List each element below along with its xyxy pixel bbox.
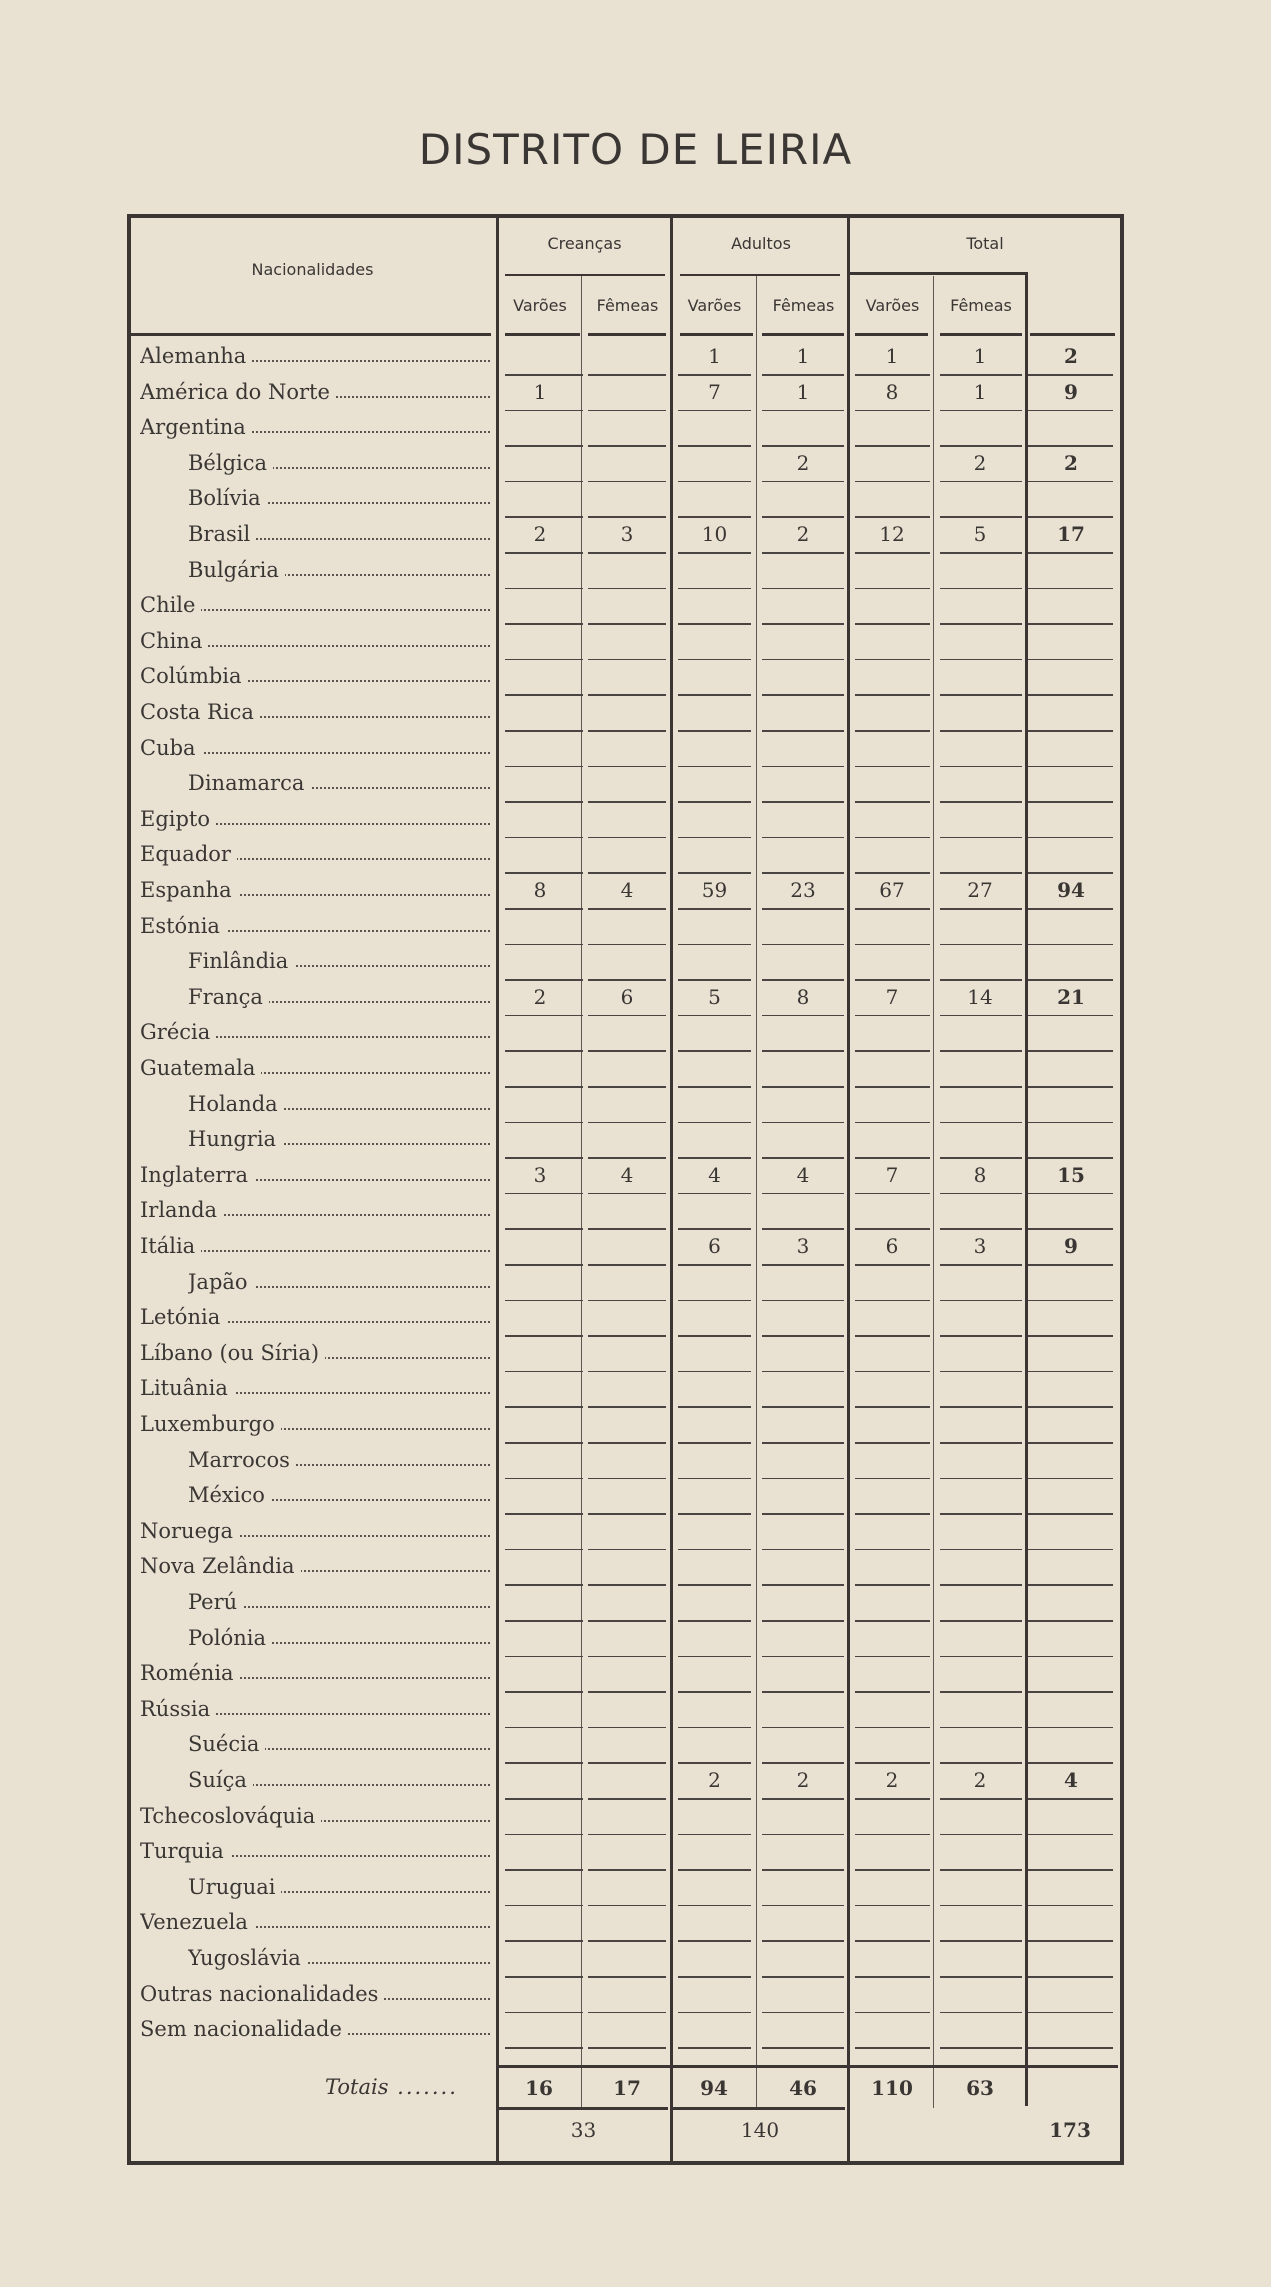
nationality-name bbox=[140, 1056, 490, 1080]
header-bottom-rule-tm bbox=[855, 333, 928, 336]
nationality-name bbox=[140, 344, 490, 368]
nationality-name bbox=[140, 664, 490, 688]
table-row bbox=[0, 1693, 1271, 1729]
table-row bbox=[0, 625, 1271, 661]
table-row bbox=[0, 945, 1271, 981]
cell-am: 7 bbox=[708, 379, 721, 404]
nationality-label: Letónia bbox=[140, 1305, 226, 1329]
total-adults-female: 46 bbox=[789, 2076, 817, 2100]
nationality-label: Espanha bbox=[140, 878, 238, 902]
nationality-name bbox=[140, 380, 490, 404]
total-children-male: 16 bbox=[525, 2076, 553, 2100]
cell-af: 23 bbox=[790, 878, 816, 902]
nationality-label: Suécia bbox=[188, 1732, 265, 1756]
nationality-label: Marrocos bbox=[188, 1448, 296, 1472]
cell-am: 1 bbox=[708, 344, 721, 368]
cell-am: 6 bbox=[708, 1234, 721, 1258]
nationality-label: Perú bbox=[188, 1590, 243, 1614]
totals-top-rule bbox=[498, 2065, 1118, 2068]
table-row bbox=[0, 803, 1271, 839]
cell-t: 2 bbox=[1064, 450, 1078, 475]
cell-cm: 2 bbox=[533, 522, 547, 546]
cell-rule bbox=[855, 2047, 930, 2049]
header-bottom-rule bbox=[131, 333, 491, 336]
cell-rule bbox=[505, 2047, 583, 2049]
nationality-label: Inglaterra bbox=[140, 1163, 254, 1187]
nationality-label: Finlândia bbox=[188, 949, 294, 973]
nationality-name bbox=[188, 985, 490, 1009]
nationality-name bbox=[140, 736, 490, 760]
nationality-label: Colúmbia bbox=[140, 664, 248, 688]
table-row bbox=[0, 1123, 1271, 1159]
grand-total: 173 bbox=[1049, 2118, 1091, 2142]
nationality-label: Estónia bbox=[140, 914, 226, 938]
cell-rule bbox=[588, 2047, 666, 2049]
nationality-label: Cuba bbox=[140, 736, 202, 760]
cell-am: 2 bbox=[708, 1768, 721, 1792]
cell-t: 4 bbox=[1064, 1768, 1078, 1792]
nationality-label: Bulgária bbox=[188, 558, 285, 582]
cell-tm: 7 bbox=[885, 1162, 899, 1187]
nationality-label: China bbox=[140, 629, 208, 653]
header-total-male: Varões bbox=[865, 296, 920, 315]
cell-rule bbox=[940, 2047, 1022, 2049]
cell-cm: 8 bbox=[533, 878, 547, 902]
page-title: DISTRITO DE LEIRIA bbox=[418, 125, 853, 174]
nationality-name bbox=[188, 1875, 490, 1899]
cell-af: 2 bbox=[796, 522, 810, 546]
nationality-name bbox=[188, 1270, 490, 1294]
nationality-name bbox=[188, 486, 490, 510]
nationality-label: Outras nacionalidades bbox=[140, 1982, 384, 2006]
nationality-name bbox=[140, 629, 490, 653]
nationality-label: Noruega bbox=[140, 1519, 239, 1543]
cell-t: 94 bbox=[1057, 878, 1085, 902]
table-row bbox=[0, 732, 1271, 768]
table-row bbox=[0, 1550, 1271, 1586]
nationality-name bbox=[140, 1163, 490, 1187]
cell-t: 17 bbox=[1057, 522, 1085, 546]
cell-af: 8 bbox=[796, 984, 810, 1009]
table-row bbox=[0, 874, 1271, 910]
cell-af: 2 bbox=[796, 450, 810, 475]
cell-tf: 8 bbox=[973, 1162, 987, 1187]
nationality-name bbox=[188, 771, 490, 795]
nationality-label: Costa Rica bbox=[140, 700, 260, 724]
cell-tm: 7 bbox=[885, 984, 899, 1009]
nationality-label: Suíça bbox=[188, 1768, 253, 1792]
table-row bbox=[0, 1372, 1271, 1408]
totals-label: Totais bbox=[325, 2075, 389, 2099]
nationality-name bbox=[188, 1732, 490, 1756]
table-row bbox=[0, 1764, 1271, 1800]
table-row bbox=[0, 1586, 1271, 1622]
header-children-male: Varões bbox=[513, 296, 567, 315]
cell-cf: 4 bbox=[620, 878, 634, 902]
table-row bbox=[0, 660, 1271, 696]
table-row bbox=[0, 589, 1271, 625]
header-total: Total bbox=[966, 234, 1004, 253]
nationality-name bbox=[188, 451, 490, 475]
nationality-label: Luxemburgo bbox=[140, 1412, 281, 1436]
table-row bbox=[0, 767, 1271, 803]
cell-cf: 3 bbox=[620, 522, 634, 546]
nationality-label: América do Norte bbox=[140, 380, 336, 404]
table-row bbox=[0, 1800, 1271, 1836]
cell-t: 15 bbox=[1057, 1162, 1085, 1187]
nationality-label: Nova Zelândia bbox=[140, 1554, 301, 1578]
nationality-name bbox=[140, 842, 490, 866]
cell-af: 2 bbox=[796, 1768, 810, 1792]
subtotal-rule-children bbox=[498, 2107, 668, 2110]
total-children-female: 17 bbox=[613, 2076, 641, 2100]
cell-tf: 3 bbox=[973, 1234, 987, 1258]
cell-tf: 14 bbox=[967, 984, 993, 1009]
cell-tm: 12 bbox=[879, 522, 905, 546]
table-row bbox=[0, 554, 1271, 590]
nationality-name bbox=[188, 1768, 490, 1792]
table-row bbox=[0, 1835, 1271, 1871]
nationality-label: México bbox=[188, 1483, 271, 1507]
nationality-label: Chile bbox=[140, 593, 201, 617]
nationality-label: Yugoslávia bbox=[188, 1946, 307, 1970]
header-bottom-rule-am bbox=[680, 333, 753, 336]
nationality-name bbox=[188, 1483, 490, 1507]
nationality-name bbox=[140, 1910, 490, 1934]
table-row bbox=[0, 2013, 1271, 2049]
header-adults-male: Varões bbox=[687, 296, 742, 315]
table-row bbox=[0, 1052, 1271, 1088]
cell-cm: 1 bbox=[533, 379, 547, 404]
nationality-label: Brasil bbox=[188, 522, 256, 546]
table-row bbox=[0, 1408, 1271, 1444]
nationality-name bbox=[140, 1519, 490, 1543]
nationality-label: Bolívia bbox=[188, 486, 267, 510]
nationality-name bbox=[140, 914, 490, 938]
nationality-name bbox=[140, 593, 490, 617]
cell-am: 10 bbox=[701, 522, 728, 546]
nationality-label: Roménia bbox=[140, 1661, 240, 1685]
nationality-label: Polónia bbox=[188, 1626, 272, 1650]
header-total-female: Fêmeas bbox=[950, 296, 1012, 315]
nationality-name bbox=[140, 807, 490, 831]
table-row bbox=[0, 1871, 1271, 1907]
table-row bbox=[0, 1515, 1271, 1551]
header-adults: Adultos bbox=[731, 234, 791, 253]
table-row bbox=[0, 1016, 1271, 1052]
cell-tm: 2 bbox=[885, 1768, 899, 1792]
nationality-name bbox=[188, 1092, 490, 1116]
cell-rule bbox=[678, 2047, 751, 2049]
table-row bbox=[0, 447, 1271, 483]
nationality-label: Turquia bbox=[140, 1839, 230, 1863]
nationality-name bbox=[188, 1946, 490, 1970]
cell-rule bbox=[762, 2047, 844, 2049]
cell-af: 4 bbox=[796, 1162, 810, 1187]
header-rule-total bbox=[850, 272, 1028, 275]
nationality-name bbox=[140, 1376, 490, 1400]
nationality-label: Uruguai bbox=[188, 1875, 281, 1899]
nationality-label: Holanda bbox=[188, 1092, 284, 1116]
cell-tm: 1 bbox=[885, 344, 899, 368]
table-row bbox=[0, 1657, 1271, 1693]
nationality-name bbox=[140, 2017, 490, 2041]
nationality-label: Irlanda bbox=[140, 1198, 223, 1222]
nationality-label: Dinamarca bbox=[188, 771, 310, 795]
nationality-label: Tchecoslováquia bbox=[140, 1804, 321, 1828]
nationality-name bbox=[188, 1626, 490, 1650]
cell-af: 3 bbox=[796, 1234, 810, 1258]
cell-am: 4 bbox=[708, 1162, 721, 1187]
table-row bbox=[0, 340, 1271, 376]
total-adults-male: 94 bbox=[700, 2076, 728, 2100]
table-row bbox=[0, 518, 1271, 554]
cell-rule bbox=[1028, 2047, 1113, 2049]
nationality-name bbox=[140, 1661, 490, 1685]
cell-am: 59 bbox=[701, 878, 728, 902]
table-row bbox=[0, 910, 1271, 946]
totals-label-row: Totais ....... bbox=[325, 2075, 458, 2099]
nationality-name bbox=[140, 1234, 490, 1258]
nationality-name bbox=[140, 878, 490, 902]
table-row bbox=[0, 482, 1271, 518]
header-children-female: Fêmeas bbox=[596, 296, 659, 315]
children-total: 33 bbox=[570, 2118, 597, 2142]
cell-am: 5 bbox=[708, 984, 721, 1009]
cell-cf: 4 bbox=[620, 1162, 634, 1187]
nationality-label: Alemanha bbox=[140, 344, 252, 368]
header-children: Creanças bbox=[547, 234, 622, 253]
table-row bbox=[0, 1942, 1271, 1978]
header-bottom-rule-t bbox=[1030, 333, 1115, 336]
table-row bbox=[0, 981, 1271, 1017]
header-bottom-rule-cf bbox=[588, 333, 666, 336]
nationality-name bbox=[140, 700, 490, 724]
nationality-name bbox=[188, 1448, 490, 1472]
nationality-name bbox=[188, 558, 490, 582]
nationality-name bbox=[140, 1412, 490, 1436]
total-total-male: 110 bbox=[871, 2076, 913, 2100]
cell-t: 2 bbox=[1064, 344, 1078, 368]
nationality-name bbox=[140, 1341, 490, 1365]
cell-af: 1 bbox=[796, 344, 810, 368]
table-row bbox=[0, 376, 1271, 412]
cell-tm: 6 bbox=[885, 1234, 899, 1258]
cell-af: 1 bbox=[796, 379, 810, 404]
table-row bbox=[0, 1088, 1271, 1124]
nationality-label: Japão bbox=[188, 1270, 254, 1294]
header-rule-children bbox=[505, 274, 665, 276]
nationality-name bbox=[188, 1127, 490, 1151]
nationality-name bbox=[140, 1554, 490, 1578]
cell-t: 21 bbox=[1057, 984, 1085, 1009]
subtotal-rule-adults bbox=[673, 2107, 845, 2110]
adults-total: 140 bbox=[740, 2118, 780, 2142]
table-row bbox=[0, 1728, 1271, 1764]
nationality-label: França bbox=[188, 985, 269, 1009]
cell-tm: 8 bbox=[885, 379, 899, 404]
table-row bbox=[0, 1622, 1271, 1658]
nationality-name bbox=[140, 1839, 490, 1863]
cell-tf: 1 bbox=[973, 344, 987, 368]
nationality-name bbox=[140, 1198, 490, 1222]
table-row bbox=[0, 838, 1271, 874]
nationality-name bbox=[140, 1982, 490, 2006]
table-row bbox=[0, 411, 1271, 447]
cell-tf: 2 bbox=[973, 1768, 987, 1792]
table-row bbox=[0, 1978, 1271, 2014]
table-row bbox=[0, 1230, 1271, 1266]
cell-tf: 2 bbox=[973, 450, 987, 475]
cell-cf: 6 bbox=[620, 984, 634, 1009]
table-row bbox=[0, 696, 1271, 732]
header-rule-adults bbox=[680, 274, 840, 276]
cell-tf: 5 bbox=[973, 522, 987, 546]
nationality-name bbox=[188, 949, 490, 973]
nationality-label: Sem nacionalidade bbox=[140, 2017, 348, 2041]
table-row bbox=[0, 1301, 1271, 1337]
nationality-label: Rússia bbox=[140, 1697, 216, 1721]
header-bottom-rule-af bbox=[762, 333, 844, 336]
table-row bbox=[0, 1194, 1271, 1230]
cell-cm: 3 bbox=[533, 1162, 547, 1187]
nationality-label: Hungria bbox=[188, 1127, 282, 1151]
table-row bbox=[0, 1266, 1271, 1302]
header-adults-female: Fêmeas bbox=[772, 296, 835, 315]
table-row bbox=[0, 1906, 1271, 1942]
table-row bbox=[0, 1444, 1271, 1480]
cell-cm: 2 bbox=[533, 984, 547, 1009]
table-row bbox=[0, 1159, 1271, 1195]
cell-t: 9 bbox=[1064, 379, 1078, 404]
cell-tf: 1 bbox=[973, 379, 987, 404]
header-nationalities: Nacionalidades bbox=[251, 260, 374, 279]
nationality-name bbox=[140, 1804, 490, 1828]
cell-tf: 27 bbox=[967, 878, 993, 902]
cell-tm: 67 bbox=[879, 878, 905, 902]
nationality-name bbox=[140, 1305, 490, 1329]
nationality-label: Venezuela bbox=[140, 1910, 254, 1934]
nationality-label: Itália bbox=[140, 1234, 201, 1258]
nationality-label: Líbano (ou Síria) bbox=[140, 1341, 325, 1365]
nationality-name bbox=[140, 1020, 490, 1044]
header-bottom-rule-tf bbox=[940, 333, 1022, 336]
nationality-label: Argentina bbox=[140, 415, 252, 439]
total-total-female: 63 bbox=[966, 2076, 994, 2100]
table-row bbox=[0, 1479, 1271, 1515]
nationality-name bbox=[140, 1697, 490, 1721]
nationality-name bbox=[188, 1590, 490, 1614]
nationality-label: Egipto bbox=[140, 807, 216, 831]
nationality-label: Bélgica bbox=[188, 451, 273, 475]
nationality-label: Equador bbox=[140, 842, 237, 866]
header-bottom-rule-cm bbox=[505, 333, 580, 336]
table-row bbox=[0, 1337, 1271, 1373]
nationality-label: Lituânia bbox=[140, 1376, 234, 1400]
nationality-label: Guatemala bbox=[140, 1056, 261, 1080]
cell-t: 9 bbox=[1064, 1234, 1078, 1258]
nationality-name bbox=[140, 415, 490, 439]
nationality-label: Grécia bbox=[140, 1020, 216, 1044]
nationality-name bbox=[188, 522, 490, 546]
